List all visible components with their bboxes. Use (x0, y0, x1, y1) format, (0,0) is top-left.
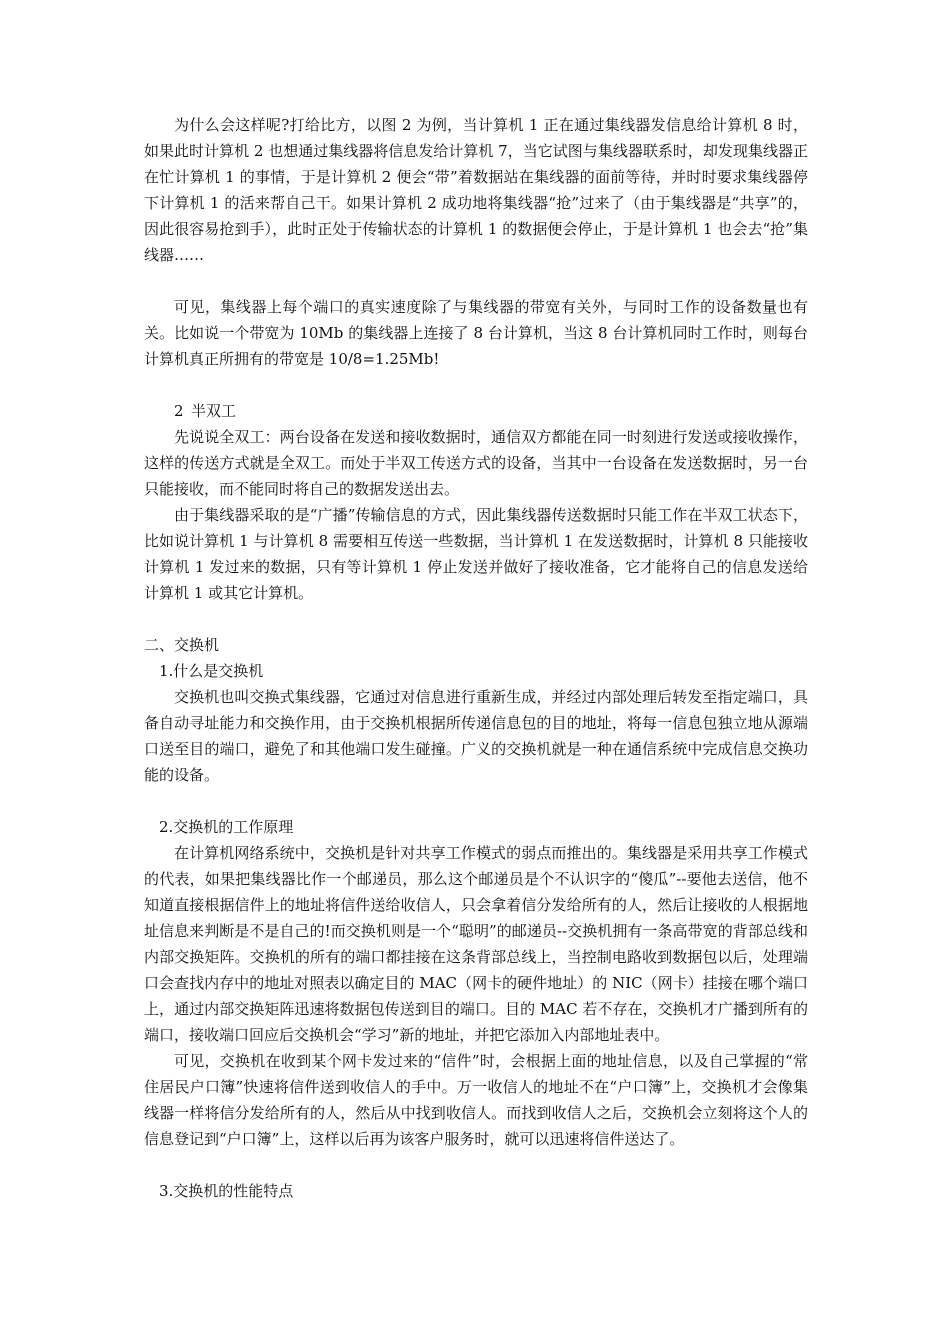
spacer (144, 606, 808, 632)
document-page (144, 112, 808, 1204)
heading-switch: 二、交换机 (144, 636, 220, 654)
paragraph-hub-half-duplex: 由于集线器采取的是“广播”传输信息的方式，因此集线器传送数据时只能工作在半双工状态下，比如说计算机 1 与计算机 8 需要相互传送一些数据，当计算机 1 在发送数据时，计算机 8 只能接收计算机 1 发过来的数据，只有等计算机 1 停止发送并做好了接收准备，它才能将自己的信息发送给计算机 1 或其它计算机。 (144, 506, 808, 602)
spacer (144, 268, 808, 294)
heading-half-duplex (144, 398, 808, 424)
spacer (144, 788, 808, 814)
heading-switch-features: 3.交换机的性能特点 (159, 1182, 294, 1200)
paragraph-hub-contention: 为什么会这样呢?打给比方，以图 2 为例，当计算机 1 正在通过集线器发信息给计算机 8 时，如果此时计算机 2 也想通过集线器将信息发给计算机 7，当它试图与集线器联系时，却发现集线器正在忙计算机 1 的事情，于是计算机 2 便会“带”着数据站在集线器的面前等待，并时时要求集线器停下计算机 1 的活来帮自己干。如果计算机 2 成功地将集线器“抢”过来了（由于集线器是“共享”的，因此很容易抢到手），此时正处于传输状态的计算机 1 的数据便会停止，于是计算机 1 也会去“抢”集线器…… (144, 116, 808, 264)
spacer (144, 1152, 808, 1178)
heading-switch-principle: 2.交换机的工作原理 (159, 818, 294, 836)
paragraph-hub-bandwidth: 可见，集线器上每个端口的真实速度除了与集线器的带宽有关外，与同时工作的设备数量也有关。比如说一个带宽为 10Mb 的集线器上连接了 8 台计算机，当这 8 台计算机同时工作时，则每台计算机真正所拥有的带宽是 10/8=1.25Mb! (144, 298, 808, 368)
heading-text: 半双工 (191, 402, 237, 420)
heading-what-is-switch: 1.什么是交换机 (159, 662, 264, 680)
paragraph-switch-mechanism: 在计算机网络系统中，交换机是针对共享工作模式的弱点而推出的。集线器是采用共享工作模式的代表，如果把集线器比作一个邮递员，那么这个邮递员是个不认识字的“傻瓜”--要他去送信，他不知道直接根据信件上的地址将信件送给收信人，只会拿着信分发给所有的人，然后让接收的人根据地址信息来判断是不是自己的!而交换机则是一个“聪明”的邮递员--交换机拥有一条高带宽的背部总线和内部交换矩阵。交换机的所有的端口都挂接在这条背部总线上，当控制电路收到数据包以后，处理端口会查找内存中的地址对照表以确定目的 MAC（网卡的硬件地址）的 NIC（网卡）挂接在哪个端口上，通过内部交换矩阵迅速将数据包传送到目的端口。目的 MAC 若不存在，交换机才广播到所有的端口，接收端口回应后交换机会“学习”新的地址，并把它添加入内部地址表中。 (144, 844, 808, 1044)
heading-number: 2 (174, 402, 184, 420)
paragraph-full-duplex: 先说说全双工：两台设备在发送和接收数据时，通信双方都能在同一时刻进行发送或接收操作，这样的传送方式就是全双工。而处于半双工传送方式的设备，当其中一台设备在发送数据时，另一台只能接收，而不能同时将自己的数据发送出去。 (144, 428, 808, 498)
paragraph-switch-definition: 交换机也叫交换式集线器，它通过对信息进行重新生成，并经过内部处理后转发至指定端口，具备自动寻址能力和交换作用，由于交换机根据所传递信息包的目的地址，将每一信息包独立地从源端口送至目的端口，避免了和其他端口发生碰撞。广义的交换机就是一种在通信系统中完成信息交换功能的设备。 (144, 688, 808, 784)
paragraph-switch-analogy: 可见，交换机在收到某个网卡发过来的“信件”时，会根据上面的地址信息，以及自己掌握的“常住居民户口簿”快速将信件送到收信人的手中。万一收信人的地址不在“户口簿”上，交换机才会像集线器一样将信分发给所有的人，然后从中找到收信人。而找到收信人之后，交换机会立刻将这个人的信息登记到“户口簿”上，这样以后再为该客户服务时，就可以迅速将信件送达了。 (144, 1052, 808, 1148)
spacer (144, 372, 808, 398)
